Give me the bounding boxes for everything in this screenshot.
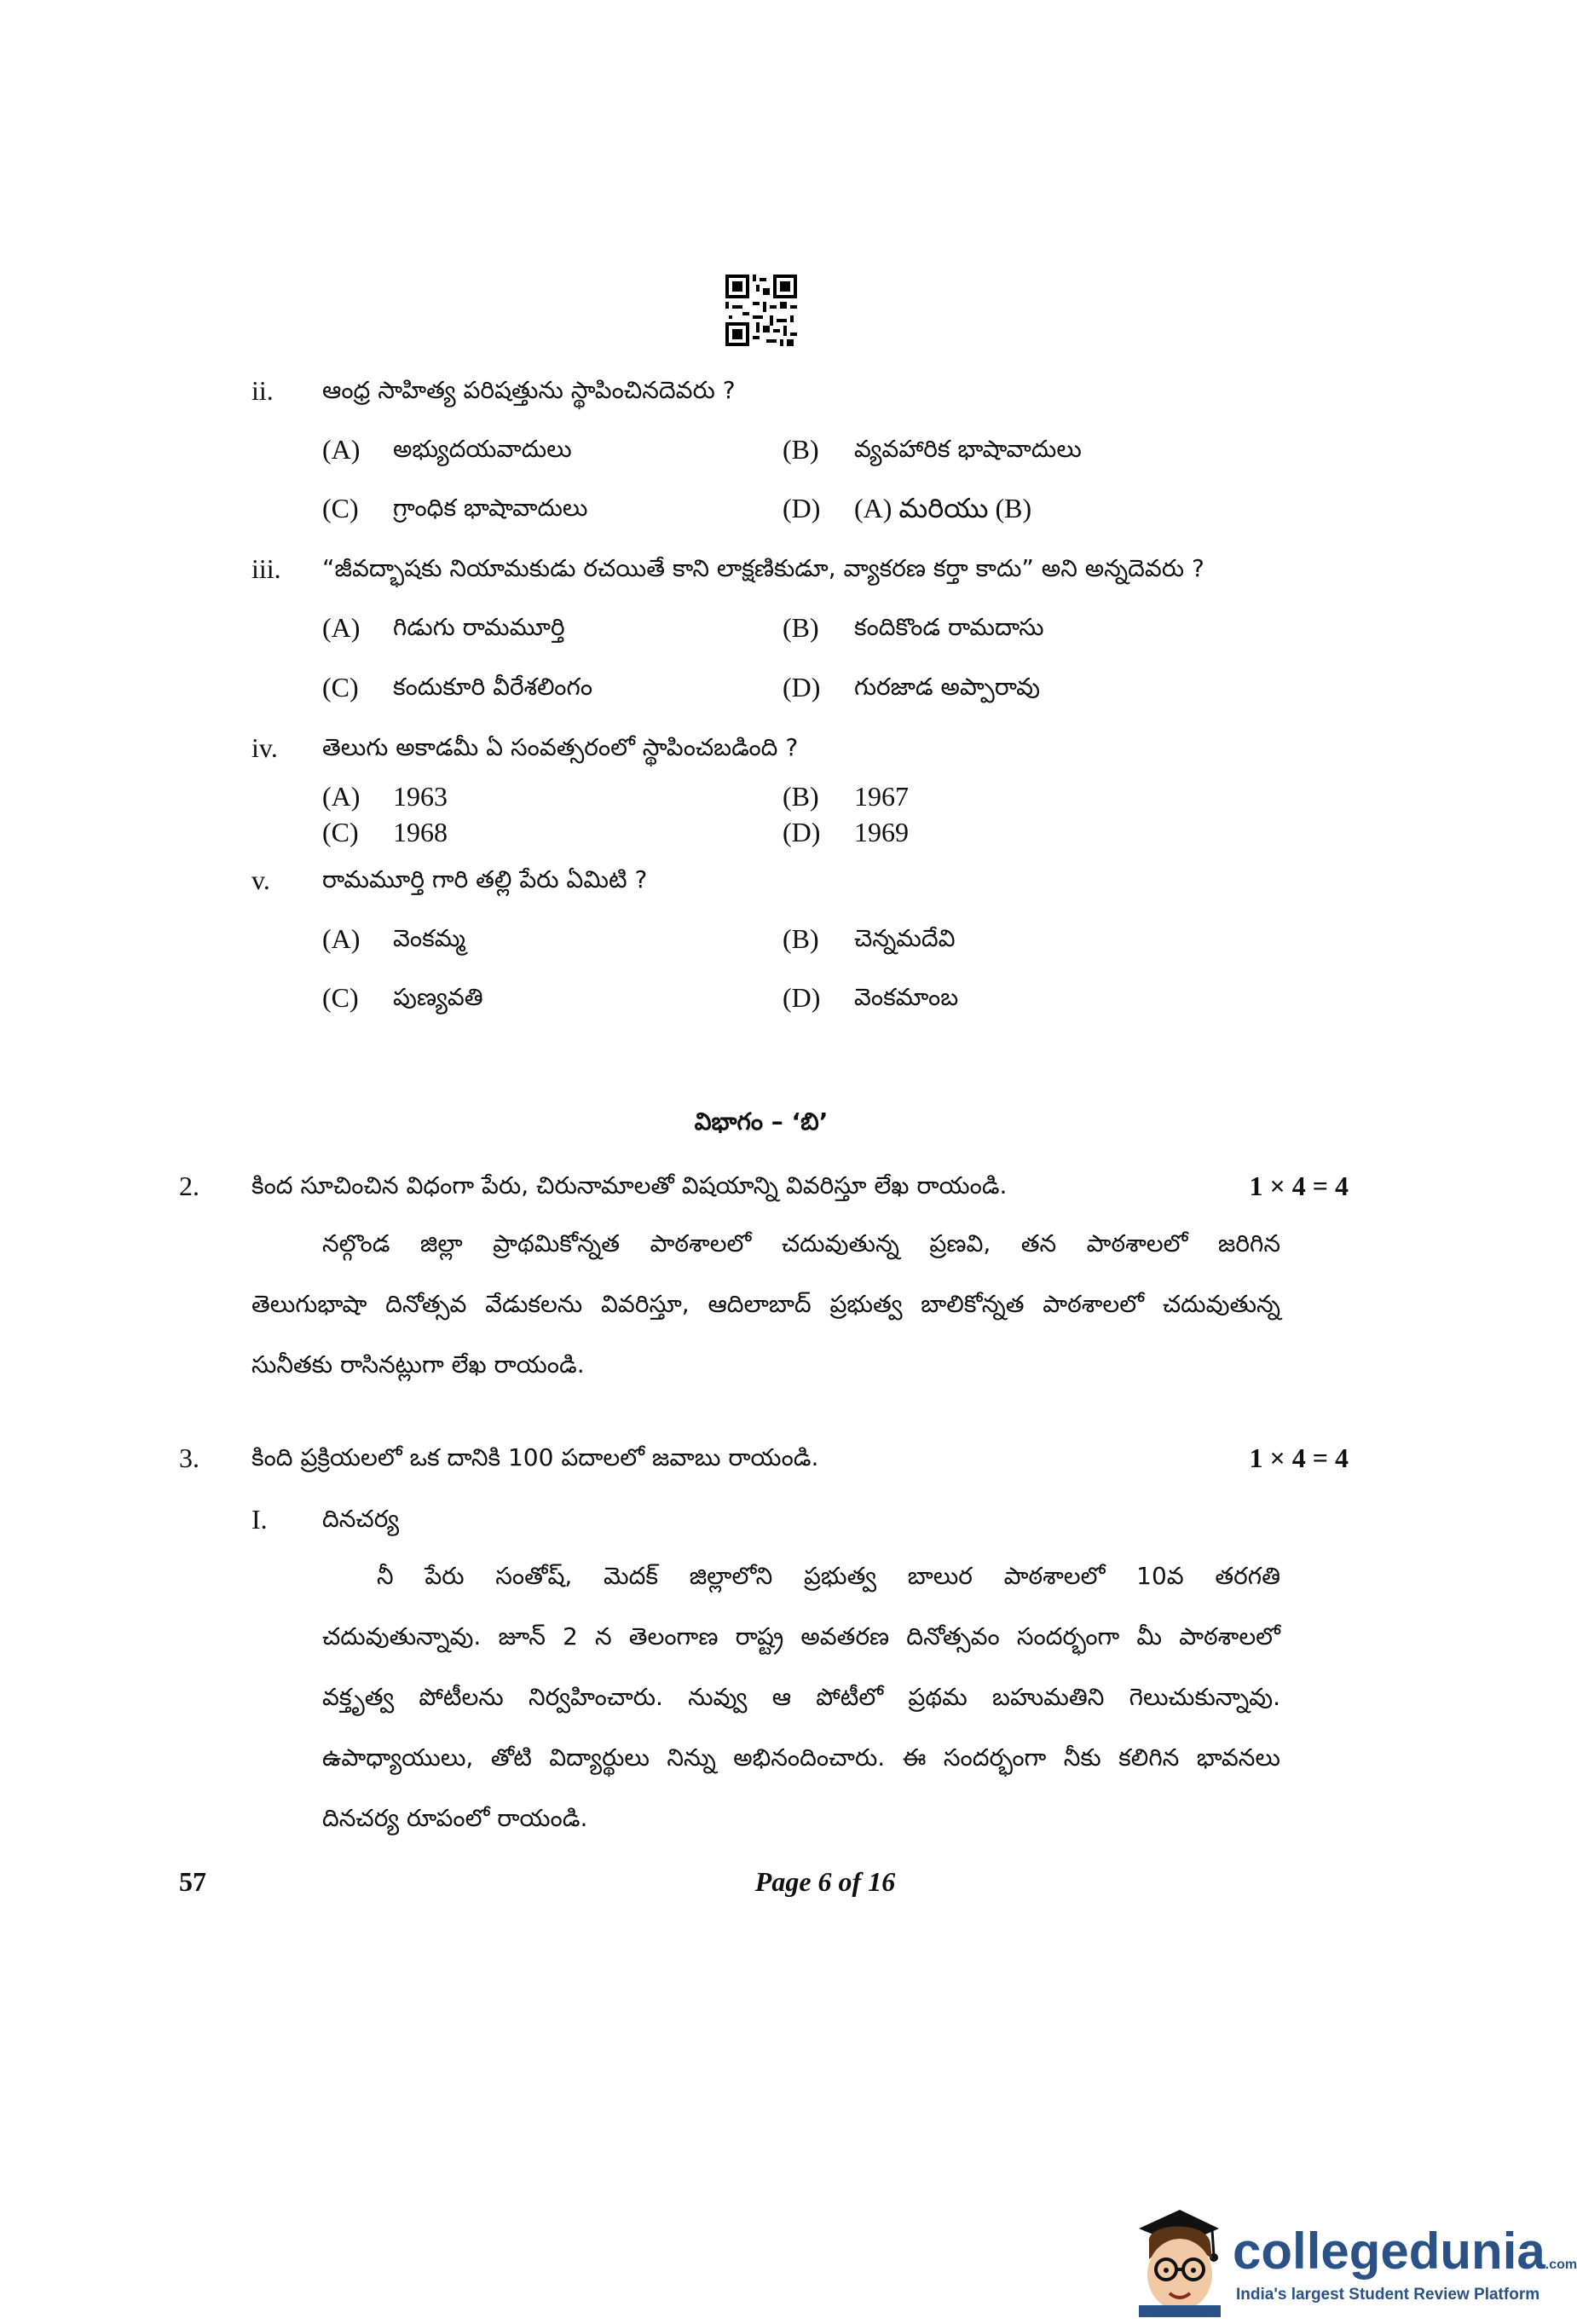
question-text: కింద సూచించిన విధంగా పేరు, చిరునామాలతో విషయాన్ని వివరిస్తూ లేఖ రాయండి. (251, 1171, 1008, 1200)
question-number: 3. (179, 1442, 199, 1473)
question-number: v. (251, 864, 270, 895)
question-text: “జీవద్భాషకు నియామకుడు రచయితే కాని లాక్షణికుడూ, వ్యాకరణ కర్తా కాదు” అని అన్నదెవరు ? (322, 554, 1204, 582)
question-number: ii. (251, 375, 274, 406)
section-heading: విభాగం – ‘బి’ (694, 1107, 829, 1136)
option-text: గురజాడ అప్పారావు (854, 673, 1041, 701)
question-text: ఆంధ్ర సాహిత్య పరిషత్తును స్థాపించినదెవరు ? (322, 376, 736, 404)
option-key: (A) (322, 781, 361, 812)
option-text: (A) మరియు (B) (854, 493, 1032, 523)
option-text: గ్రాంధిక భాషావాదులు (393, 494, 588, 522)
option-key: (C) (322, 817, 359, 847)
option-key: (D) (783, 672, 821, 702)
paragraph-line: దినచర్య రూపంలో రాయండి. (322, 1804, 588, 1832)
option-key: (B) (783, 923, 819, 954)
paragraph-line: వక్తృత్వ పోటీలను నిర్వహించారు. నువ్వు ఆ పోటీలో ప్రథమ బహుమతిని గెలుచుకున్నావు. (322, 1683, 1280, 1711)
option-key: (B) (783, 612, 819, 643)
option-key: (B) (783, 434, 819, 465)
sub-question-number: I. (251, 1504, 268, 1535)
paragraph-line: ఉపాధ్యాయులు, తోటి విద్యార్థులు నిన్ను అభినందించారు. ఈ సందర్భంగా నీకు కలిగిన భావనలు (322, 1743, 1280, 1772)
option-text: కందుకూరి వీరేశలింగం (393, 673, 593, 701)
marks-label: 1 × 4 = 4 (1249, 1171, 1349, 1201)
option-text: వెంకమాంబ (854, 983, 959, 1011)
option-text: వ్యవహారిక భాషావాదులు (854, 435, 1082, 463)
option-key: (C) (322, 493, 359, 523)
option-text: 1968 (393, 817, 448, 847)
paper-code: 57 (179, 1866, 206, 1897)
logo-tagline: India's largest Student Review Platform (1236, 2286, 1540, 2304)
option-text: పుణ్యవతి (393, 983, 483, 1011)
option-text: 1963 (393, 781, 448, 812)
student-mascot-icon (1124, 2205, 1234, 2317)
option-text: 1969 (854, 817, 909, 847)
paragraph-line: చదువుతున్నావు. జూన్ 2 న తెలంగాణ రాష్ట్ర అవతరణ దినోత్సవం సందర్భంగా మీ పాఠశాలలో (322, 1622, 1280, 1651)
option-key: (D) (783, 493, 821, 523)
option-text: 1967 (854, 781, 909, 812)
question-text: రామమూర్తి గారి తల్లి పేరు ఏమిటి ? (322, 865, 648, 893)
paragraph-line: సునీతకు రాసినట్లుగా లేఖ రాయండి. (251, 1350, 585, 1379)
option-text: వెంకమ్మ (393, 924, 465, 952)
option-key: (A) (322, 612, 361, 643)
logo-com: .com (1545, 2258, 1577, 2272)
option-key: (B) (783, 781, 819, 812)
collegedunia-logo[interactable] (1124, 2205, 1577, 2317)
page-number: Page 6 of 16 (754, 1866, 896, 1897)
paragraph-line: తెలుగుభాషా దినోత్సవ వేడుకలను వివరిస్తూ, ఆదిలాబాద్ ప్రభుత్వ బాలికోన్నత పాఠశాలలో చదువుతున్న (251, 1290, 1280, 1318)
option-text: చెన్నమదేవి (854, 924, 956, 952)
question-number: iv. (251, 732, 278, 763)
qr-code-icon (725, 275, 797, 346)
sub-question-title: దినచర్య (322, 1505, 400, 1533)
question-number: 2. (179, 1171, 199, 1201)
paragraph-line: నీ పేరు సంతోష్, మెదక్ జిల్లాలోని ప్రభుత్వ బాలుర పాఠశాలలో 10వ తరగతి (377, 1562, 1280, 1590)
question-number: iii. (251, 553, 281, 584)
option-key: (C) (322, 982, 359, 1013)
paragraph-line: నల్గొండ జిల్లా ప్రాథమికోన్నత పాఠశాలలో చదువుతున్న ప్రణవి, తన పాఠశాలలో జరిగిన (322, 1229, 1280, 1257)
option-text: అభ్యుదయవాదులు (393, 435, 572, 463)
question-text: కింది ప్రక్రియలలో ఒక దానికి 100 పదాలలో జవాబు రాయండి. (251, 1443, 819, 1471)
marks-label: 1 × 4 = 4 (1249, 1442, 1349, 1473)
option-key: (A) (322, 923, 361, 954)
option-text: కందికొండ రామదాసు (854, 613, 1044, 641)
question-text: తెలుగు అకాడమీ ఏ సంవత్సరంలో స్థాపించబడింది ? (322, 733, 799, 761)
option-key: (C) (322, 672, 359, 702)
option-key: (A) (322, 434, 361, 465)
option-text: గిడుగు రామమూర్తి (393, 613, 565, 641)
logo-wordmark: collegedunia (1233, 2223, 1545, 2280)
option-key: (D) (783, 982, 821, 1013)
option-key: (D) (783, 817, 821, 847)
